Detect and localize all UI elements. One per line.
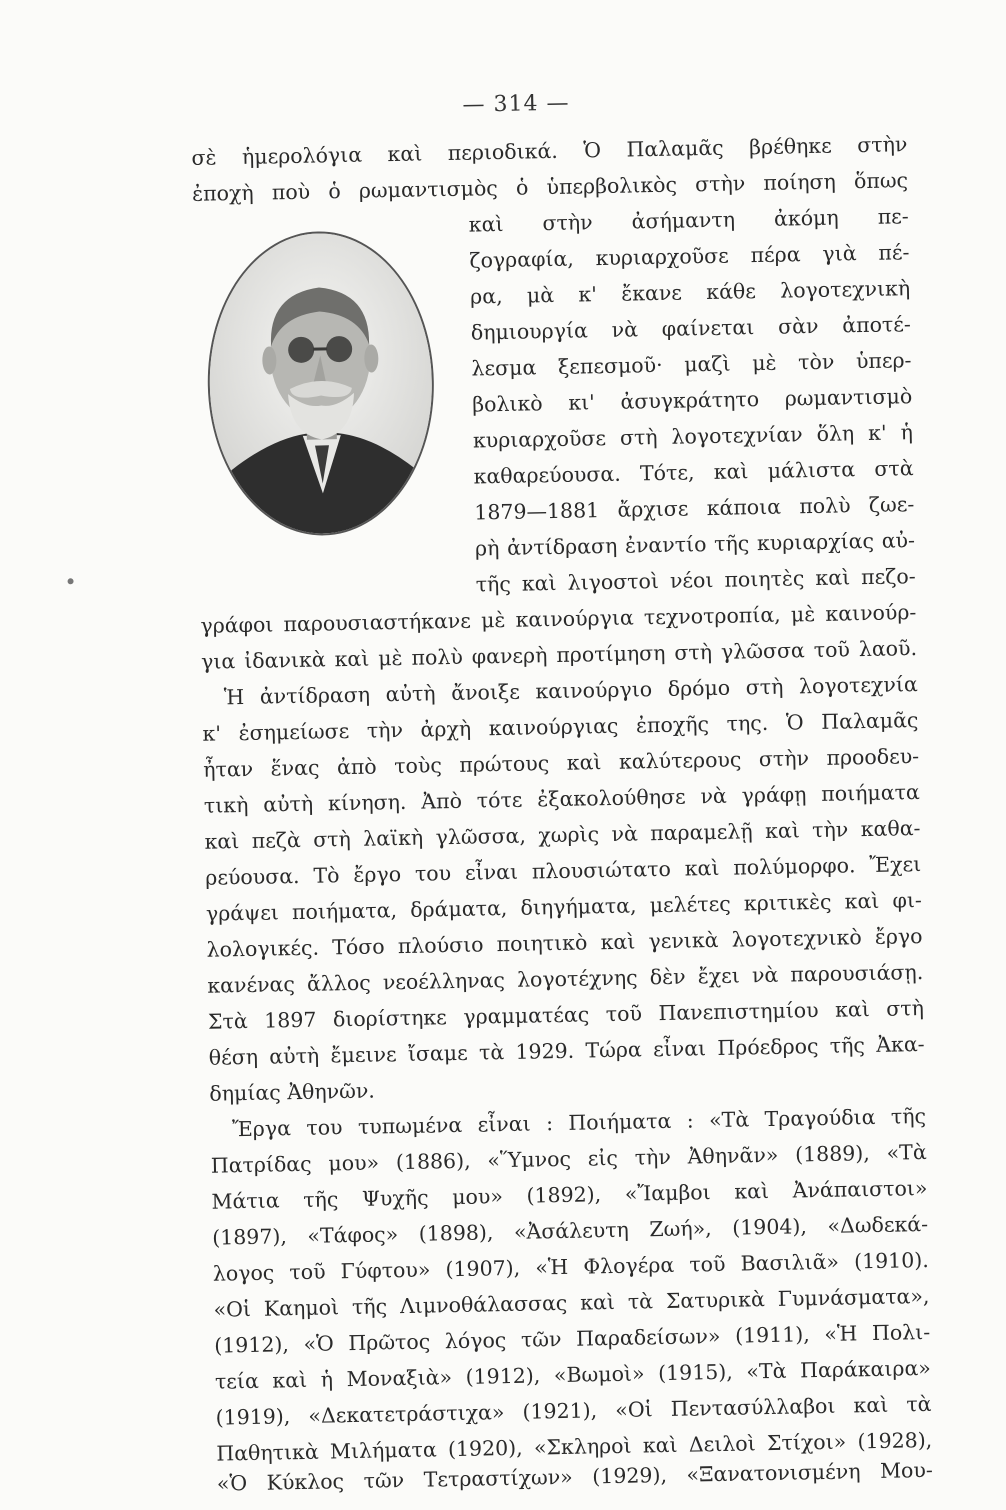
text-line: ρεύουσα. Τὸ ἔργο του εἶναι πλουσιώτατο καὶ πολύμορφο. Ἔχει xyxy=(205,852,922,890)
text-line: καὶ πεζὰ στὴ λαϊκὴ γλῶσσα, χωρὶς νὰ παραμελῇ καὶ τὴν καθα- xyxy=(204,816,921,854)
page-number: — 314 — xyxy=(462,90,570,118)
text-line: θέση αὐτὴ ἔμεινε ἴσαμε τὰ 1929. Τώρα εἶναι Πρόεδρος τῆς Ἀκα- xyxy=(208,1031,925,1070)
text-line: δημιουργία νὰ φαίνεται σὰν ἀποτέ- xyxy=(470,312,912,345)
text-line: Στὰ 1897 διορίστηκε γραμματέας τοῦ Πανεπιστημίου καὶ στὴ xyxy=(207,995,925,1034)
text-line: κανένας ἄλλος νεοέλληνας λογοτέχνης δὲν ἔχει νὰ παρουσιάσῃ. xyxy=(207,960,924,998)
text-line: ἐποχὴ ποὺ ὁ ρωμαντισμὸς ὁ ὑπερβολικὸς στὴν ποίηση ὅπως xyxy=(191,168,909,206)
text-line: κυριαρχοῦσε στὴ λογοτεχνίαν ὅλη κ' ἡ xyxy=(472,420,914,453)
text-line: 1879—1881 ἄρχισε κάποια πολὺ ζωε- xyxy=(474,492,915,525)
text-line: λολογικές. Τόσο πλούσιο ποιητικὸ καὶ γενικὰ λογοτεχνικὸ ἔργο xyxy=(206,924,923,962)
text-line: Ἔργα του τυπωμένα εἶναι : Ποιήματα : «Τὰ Τραγούδια τῆς xyxy=(231,1103,927,1142)
text-line: τῆς καὶ λιγοστοὶ νέοι ποιητὲς καὶ πεζο- xyxy=(475,564,916,597)
text-line: λογος τοῦ Γύφτου» (1907), «Ἡ Φλογέρα τοῦ Βασιλιᾶ» (1910). xyxy=(212,1247,929,1286)
text-line: Πατρίδας μου» (1886), «Ὕμνος εἰς τὴν Ἀθηνᾶν» (1889), «Τὰ xyxy=(210,1139,927,1178)
text-line: καὶ στὴν ἀσήμαντη ἀκόμη πε- xyxy=(468,204,909,237)
text-line: ἦταν ἕνας ἀπὸ τοὺς πρώτους καὶ καλύτερους στὴν προοδευ- xyxy=(202,744,920,782)
text-line: ζογραφία, κυριαρχοῦσε πέρα γιὰ πέ- xyxy=(469,240,910,273)
text-line: τικὴ αὐτὴ κίνηση. Ἀπὸ τότε ἐξακολούθησε νὰ γράφῃ ποιήματα xyxy=(203,780,920,818)
text-line: βολικὸ κι' ἀσυγκράτητο ρωμαντισμὸ xyxy=(472,384,913,417)
portrait-illustration xyxy=(207,231,435,535)
text-line: καθαρεύουσα. Τότε, καὶ μάλιστα στὰ xyxy=(473,456,914,489)
text-line: λεσμα ξεπεσμοῦ· μαζὶ μὲ τὸν ὑπερ- xyxy=(471,348,912,381)
text-line: «Ὁ Κύκλος τῶν Τετραστίχων» (1929), «Ξανατονισμένη Μου- xyxy=(216,1457,934,1496)
portrait-photo xyxy=(205,229,437,537)
text-line: κ' ἐσημείωσε τὴν ἀρχὴ καινούργιας ἐποχῆς της. Ὁ Παλαμᾶς xyxy=(202,708,919,746)
text-line: γράψει ποιήματα, δράματα, διηγήματα, μελέτες κριτικὲς καὶ φι- xyxy=(205,888,923,926)
text-line: γράφοι παρουσιαστήκανε μὲ καινούργια τεχνοτροπία, μὲ καινούρ- xyxy=(200,600,917,638)
text-line: για ἰδανικὰ καὶ μὲ πολὺ φανερὴ προτίμηση στὴ γλῶσσα τοῦ λαοῦ. xyxy=(200,636,918,674)
text-line: ρα, μὰ κ' ἔκανε κάθε λογοτεχνικὴ xyxy=(469,276,911,309)
text-line: Παθητικὰ Μιλήματα (1920), «Σκληροὶ καὶ Δειλοὶ Στίχοι» (1928), xyxy=(216,1427,933,1466)
text-line: δημίας Ἀθηνῶν. xyxy=(209,1078,376,1106)
text-line: «Οἱ Καημοὶ τῆς Λιμνοθάλασσας καὶ τὰ Σατυρικὰ Γυμνάσματα», xyxy=(213,1283,930,1322)
text-line: (1919), «Δεκατετράστιχα» (1921), «Οἱ Πεντασύλλαβοι καὶ τὰ xyxy=(215,1391,932,1430)
text-line: τεία καὶ ἡ Μοναξιὰ» (1912), «Βωμοὶ» (1915), «Τὰ Παράκαιρα» xyxy=(214,1355,932,1394)
text-line: ρὴ ἀντίδραση ἐναντίο τῆς κυριαρχίας αὐ- xyxy=(474,528,916,561)
text-line: (1912), «Ὁ Πρῶτος λόγος τῶν Παραδείσων» (1911), «Ἡ Πολι- xyxy=(214,1319,931,1358)
text-line: Ἡ ἀντίδραση αὐτὴ ἄνοιξε καινούργιο δρόμο στὴ λογοτεχνία xyxy=(223,672,918,710)
text-line: (1897), «Τάφος» (1898), «Ἀσάλευτη Ζωή», (1904), «Δωδεκά- xyxy=(211,1211,929,1250)
text-line: σὲ ἡμερολόγια καὶ περιοδικά. Ὁ Παλαμᾶς βρέθηκε στὴν xyxy=(191,132,908,170)
page-speck xyxy=(68,578,74,584)
text-line: Μάτια τῆς Ψυχῆς μου» (1892), «Ἴαμβοι καὶ Ἀνάπαιστοι» xyxy=(211,1175,928,1214)
